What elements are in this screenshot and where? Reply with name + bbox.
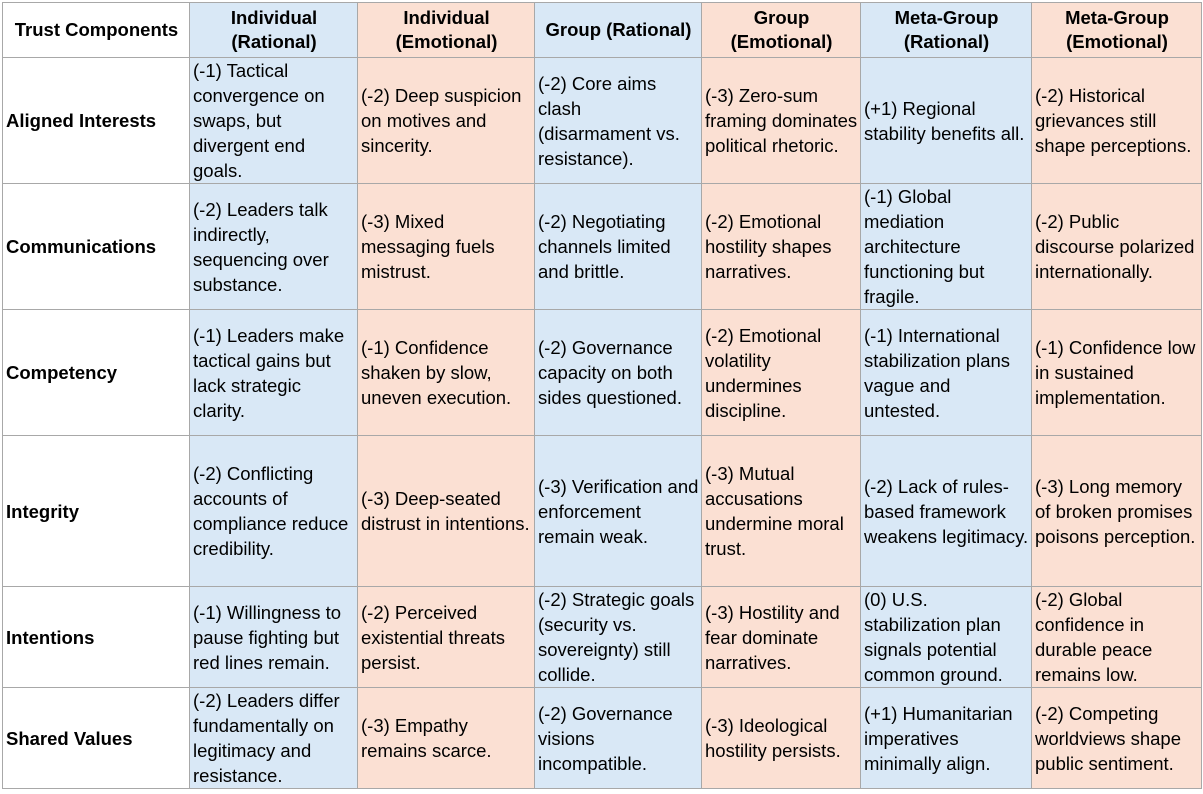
column-header-line: Meta-Group	[894, 7, 999, 28]
trust-components-table	[2, 2, 1202, 789]
row-label: Aligned Interests	[3, 58, 190, 184]
row-label: Communications	[3, 184, 190, 310]
table-cell: (-3) Mutual accusations undermine moral trust.	[702, 436, 861, 587]
table-row-intentions	[3, 587, 1202, 688]
row-label: Competency	[3, 310, 190, 436]
table-cell: (-2) Core aims clash (disarmament vs. resistance).	[535, 58, 702, 184]
table-cell: (-2) Global confidence in durable peace remains low.	[1032, 587, 1202, 688]
table-cell: (-2) Historical grievances still shape perceptions.	[1032, 58, 1202, 184]
table-cell: (-3) Zero-sum framing dominates political rhetoric.	[702, 58, 861, 184]
table-row-aligned-interests	[3, 58, 1202, 184]
table-cell: (-2) Governance capacity on both sides questioned.	[535, 310, 702, 436]
table-cell: (-2) Governance visions incompatible.	[535, 688, 702, 789]
table-cell: (-2) Competing worldviews shape public sentiment.	[1032, 688, 1202, 789]
column-header-line: (Rational)	[231, 31, 317, 52]
column-header-line: (Emotional)	[395, 31, 498, 52]
header-row	[3, 3, 1202, 58]
row-label: Integrity	[3, 436, 190, 587]
table-cell: (-2) Leaders talk indirectly, sequencing over substance.	[190, 184, 358, 310]
table-cell: (+1) Regional stability benefits all.	[861, 58, 1032, 184]
table-cell: (-2) Deep suspicion on motives and sincerity.	[358, 58, 535, 184]
table-cell: (-2) Leaders differ fundamentally on legitimacy and resistance.	[190, 688, 358, 789]
column-header-group-emotional	[702, 3, 861, 58]
column-header-group-rational	[535, 3, 702, 58]
table-row-competency	[3, 310, 1202, 436]
column-header-line: Meta-Group	[1065, 7, 1169, 28]
row-label: Shared Values	[3, 688, 190, 789]
table-cell: (-1) Global mediation architecture functioning but fragile.	[861, 184, 1032, 310]
column-header-meta-group-rational	[861, 3, 1032, 58]
corner-header: Trust Components	[3, 3, 190, 58]
column-header-individual-emotional	[358, 3, 535, 58]
table-cell: (0) U.S. stabilization plan signals potential common ground.	[861, 587, 1032, 688]
table-cell: (-2) Emotional hostility shapes narratives.	[702, 184, 861, 310]
table-cell: (-2) Lack of rules-based framework weakens legitimacy.	[861, 436, 1032, 587]
table-cell: (-1) Confidence shaken by slow, uneven execution.	[358, 310, 535, 436]
table-cell: (-2) Conflicting accounts of compliance reduce credibility.	[190, 436, 358, 587]
table-cell: (-3) Empathy remains scarce.	[358, 688, 535, 789]
column-header-line: (Emotional)	[1066, 31, 1168, 52]
table-cell: (-2) Strategic goals (security vs. sovereignty) still collide.	[535, 587, 702, 688]
row-label: Intentions	[3, 587, 190, 688]
table-cell: (-2) Perceived existential threats persist.	[358, 587, 535, 688]
table-row-communications	[3, 184, 1202, 310]
column-header-individual-rational	[190, 3, 358, 58]
column-header-line: Group (Rational)	[545, 19, 692, 40]
table-row-shared-values	[3, 688, 1202, 789]
column-header-meta-group-emotional	[1032, 3, 1202, 58]
column-header-line: Individual	[403, 7, 490, 28]
table-cell: (-1) International stabilization plans vague and untested.	[861, 310, 1032, 436]
column-header-line: (Rational)	[903, 31, 990, 52]
column-header-line: Group	[753, 7, 810, 28]
table-cell: (-3) Deep-seated distrust in intentions.	[358, 436, 535, 587]
table-cell: (-3) Mixed messaging fuels mistrust.	[358, 184, 535, 310]
table-cell: (+1) Humanitarian imperatives minimally align.	[861, 688, 1032, 789]
column-header-line: Individual	[230, 7, 318, 28]
table-cell: (-1) Willingness to pause fighting but red lines remain.	[190, 587, 358, 688]
table-cell: (-3) Hostility and fear dominate narratives.	[702, 587, 861, 688]
table-cell: (-1) Tactical convergence on swaps, but divergent end goals.	[190, 58, 358, 184]
table-cell: (-2) Emotional volatility undermines discipline.	[702, 310, 861, 436]
table-row-integrity	[3, 436, 1202, 587]
table-cell: (-3) Long memory of broken promises poisons perception.	[1032, 436, 1202, 587]
table-cell: (-2) Public discourse polarized internationally.	[1032, 184, 1202, 310]
table-cell: (-1) Confidence low in sustained implementation.	[1032, 310, 1202, 436]
table-cell: (-1) Leaders make tactical gains but lack strategic clarity.	[190, 310, 358, 436]
column-header-line: (Emotional)	[730, 31, 833, 52]
table-cell: (-2) Negotiating channels limited and brittle.	[535, 184, 702, 310]
table-cell: (-3) Ideological hostility persists.	[702, 688, 861, 789]
table-cell: (-3) Verification and enforcement remain weak.	[535, 436, 702, 587]
